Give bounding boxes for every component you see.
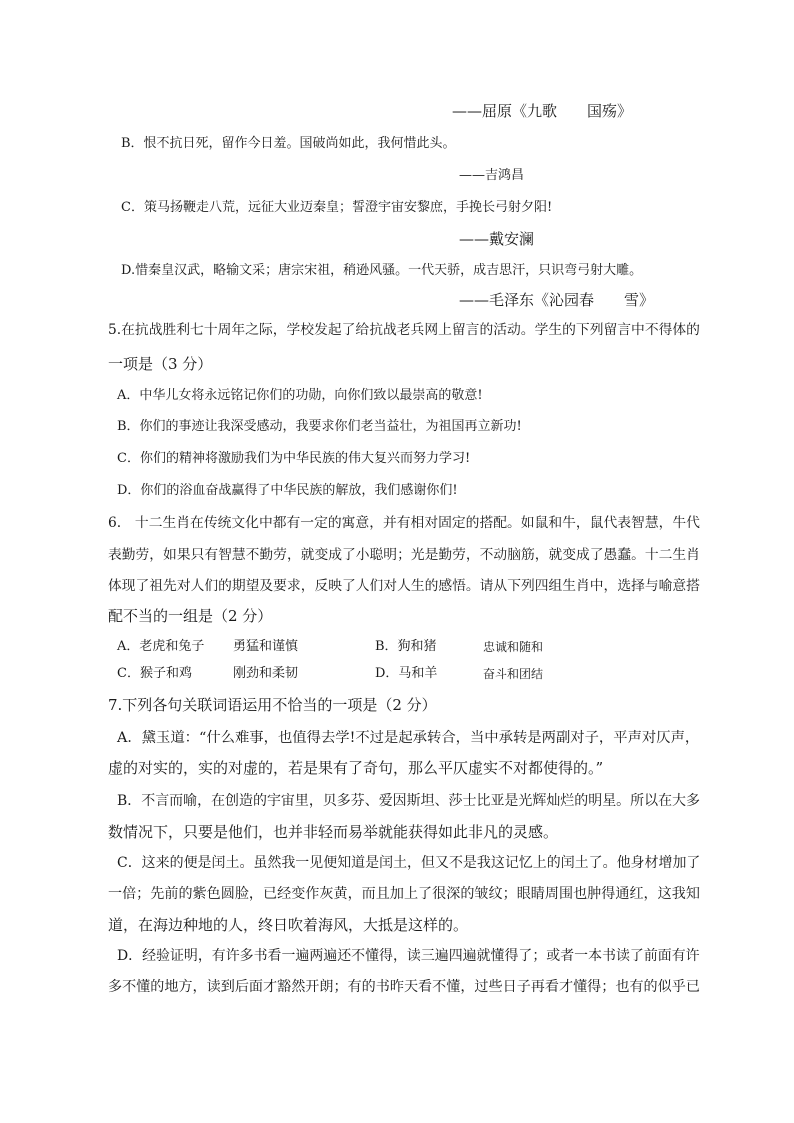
poem-d: D.惜秦皇汉武，略输文采；唐宗宋祖，稍逊风骚。一代天骄，成吉思汗，只识弯弓射大雕。 xyxy=(121,263,643,278)
q7-option-c-line3: 道，在海边种地的人，终日吹着海风，大抵是这样的。 xyxy=(108,916,469,934)
q6-stem-line1: 6. 十二生肖在传统文化中都有一定的寓意，并有相对固定的搭配。如鼠和牛，鼠代表智慧，牛代 xyxy=(108,515,700,531)
poem-d-source: ——毛泽东《沁园春 雪》 xyxy=(459,291,655,309)
q7-option-d-line1: D．经验证明，有许多书看一遍两遍还不懂得，读三遍四遍就懂得了；或者一本书读了前面有许 xyxy=(117,948,700,964)
q6-stem-line2: 表勤劳，如果只有智慧不勤劳，就变成了小聪明；光是勤劳，不动脑筋，就变成了愚蠢。十二生肖 xyxy=(108,547,700,563)
q6-option-d-meaning: 奋斗和团结 xyxy=(483,667,544,681)
q7-option-b-line1: B．不言而喻，在创造的宇宙里，贝多芬、爱因斯坦、莎士比亚是光辉灿烂的明星。所以在大多 xyxy=(117,793,700,809)
q6-option-a-meaning: 勇猛和谨慎 xyxy=(233,639,299,654)
q6-option-b-label: B．狗和猪 xyxy=(375,639,437,654)
q5-option-b: B．你们的事迹让我深受感动，我要求你们老当益壮，为祖国再立新功! xyxy=(117,419,522,434)
poem-b-source: ——吉鸿昌 xyxy=(459,168,525,183)
q6-option-d-label: D．马和羊 xyxy=(375,666,438,681)
q7-option-a-line2: 虚的对实的，实的对虚的，若是果有了奇句，那么平仄虚实不对都使得的。” xyxy=(108,759,604,777)
q7-option-d-line2: 多不懂的地方，读到后面才豁然开朗；有的书昨天看不懂，过些日子再看才懂得；也有的似乎已 xyxy=(108,979,700,995)
q7-option-b-line2: 数情况下，只要是他们，也并非轻而易举就能获得如此非凡的灵感。 xyxy=(108,823,559,841)
q6-option-a-label: A．老虎和兔子 xyxy=(117,639,205,654)
q6-stem-line4: 配不当的一组是（2 分） xyxy=(108,607,273,625)
q5-option-a: A．中华儿女将永远铭记你们的功勋，向你们致以最崇高的敬意! xyxy=(117,388,483,403)
q5-stem-line2: 一项是（3 分） xyxy=(108,355,213,373)
poem-c-source: ——戴安澜 xyxy=(459,230,535,248)
q6-stem-line3: 体现了祖先对人们的期望及要求，反映了人们对人生的感悟。请从下列四组生肖中，选择与喻意搭 xyxy=(108,578,700,594)
q5-stem-line1: 5.在抗战胜利七十周年之际，学校发起了给抗战老兵网上留言的活动。学生的下列留言中不得体的 xyxy=(108,322,700,338)
q7-option-c-line1: C．这来的便是闰土。虽然我一见便知道是闰土，但又不是我这记忆上的闰土了。他身材增加了 xyxy=(117,855,701,871)
poem-c: C．策马扬鞭走八荒，远征大业迈秦皇；誓澄宇宙安黎庶，手挽长弓射夕阳! xyxy=(121,200,553,215)
q6-option-c-meaning: 刚劲和柔韧 xyxy=(233,666,299,681)
q6-option-c-label: C．猴子和鸡 xyxy=(117,666,192,681)
poem-b: B．恨不抗日死，留作今日羞。国破尚如此，我何惜此头。 xyxy=(121,136,456,151)
q7-option-c-line2: 一倍；先前的紫色圆脸，已经变作灰黄，而且加上了很深的皱纹；眼睛周围也肿得通红，这我知 xyxy=(108,886,700,902)
poem-a-source: ——屈原《九歌 国殇》 xyxy=(452,102,633,120)
q7-option-a-line1: A．黛玉道：“什么难事，也值得去学!不过是起承转合，当中承转是两副对子，平声对仄声， xyxy=(117,730,700,746)
q5-option-d: D．你们的浴血奋战赢得了中华民族的解放，我们感谢你们! xyxy=(117,483,458,498)
q6-option-b-meaning: 忠诚和随和 xyxy=(483,640,544,654)
q5-option-c: C．你们的精神将激励我们为中华民族的伟大复兴而努力学习! xyxy=(117,451,471,466)
q7-stem: 7.下列各句关联词语运用不恰当的一项是（2 分） xyxy=(108,696,437,714)
